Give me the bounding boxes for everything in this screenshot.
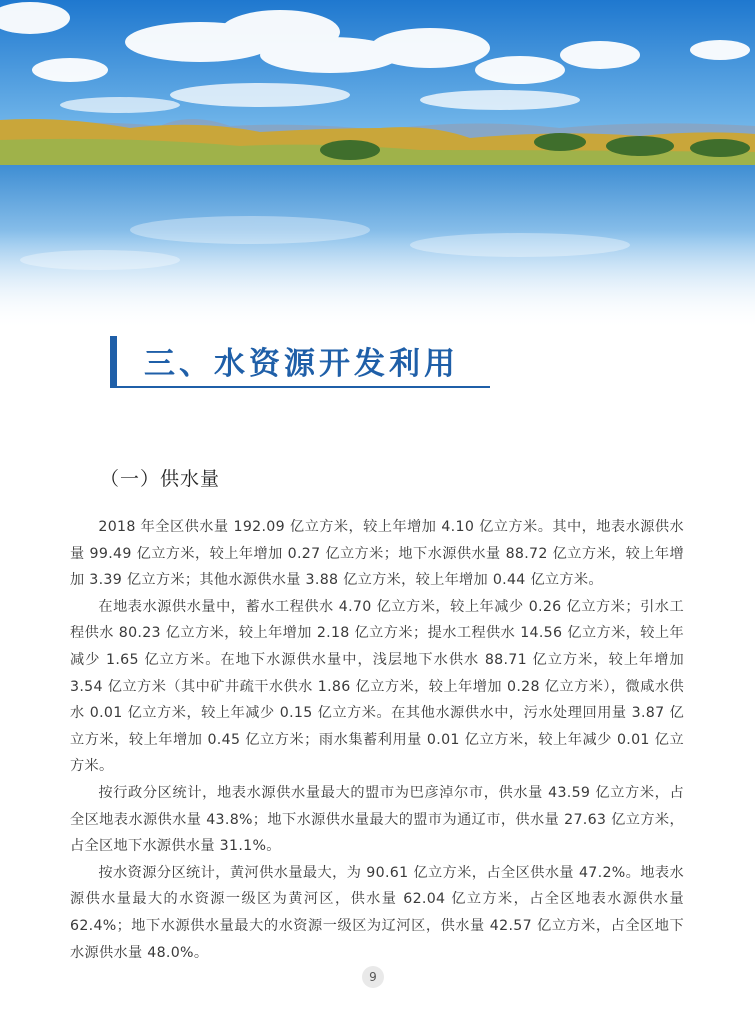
paragraph: 在地表水源供水量中，蓄水工程供水 4.70 亿立方米，较上年减少 0.26 亿立方米；引水工程供水 80.23 亿立方米，较上年增加 2.18 亿立方米；提水工程供水 14.56 亿立方米，较上年减少 1.65 亿立方米。在地下水源供水量中，浅层地下水供水 88.71 亿立方米，较上年增加 3.54 亿立方米（其中矿井疏干水供水 1.86 亿立方米，较上年增加 0.28 亿立方米），微咸水供水 0.01 亿立方米，较上年减少 0.15 亿立方米。在其他水源供水中，污水处理回用量 3.87 亿立方米，较上年增加 0.45 亿立方米；雨水集蓄利用量 0.01 亿立方米，较上年减少 0.01 亿立方米。 (70, 598, 684, 775)
subsection-title: （一）供水量 (100, 468, 221, 490)
section-heading (110, 336, 490, 388)
heading-underline (110, 386, 490, 388)
section-title: 三、水资源开发利用 (144, 346, 459, 382)
body-text (70, 514, 684, 966)
page-number: 9 (362, 966, 384, 988)
heading-accent-bar (110, 336, 117, 386)
paragraph: 2018 年全区供水量 192.09 亿立方米，较上年增加 4.10 亿立方米。其中，地表水源供水量 99.49 亿立方米，较上年增加 0.27 亿立方米；地下水源供水量 88.72 亿立方米，较上年增加 3.39 亿立方米；其他水源供水量 3.88 亿立方米，较上年增加 0.44 亿立方米。 (70, 519, 684, 589)
paragraph: 按行政分区统计，地表水源供水量最大的盟市为巴彦淖尔市，供水量 43.59 亿立方米，占全区地表水源供水量 43.8%；地下水源供水量最大的盟市为通辽市，供水量 27.63 亿立方米，占全区地下水源供水量 31.1%。 (70, 784, 684, 855)
paragraph: 按水资源分区统计，黄河供水量最大，为 90.61 亿立方米，占全区供水量 47.2%。地表水源供水量最大的水资源一级区为黄河区，供水量 62.04 亿立方米，占全区地表水源供水量 62.4%；地下水源供水量最大的水资源一级区为辽河区，供水量 42.57 亿立方米，占全区地下水源供水量 48.0%。 (70, 864, 684, 961)
header-landscape-image (0, 0, 755, 330)
